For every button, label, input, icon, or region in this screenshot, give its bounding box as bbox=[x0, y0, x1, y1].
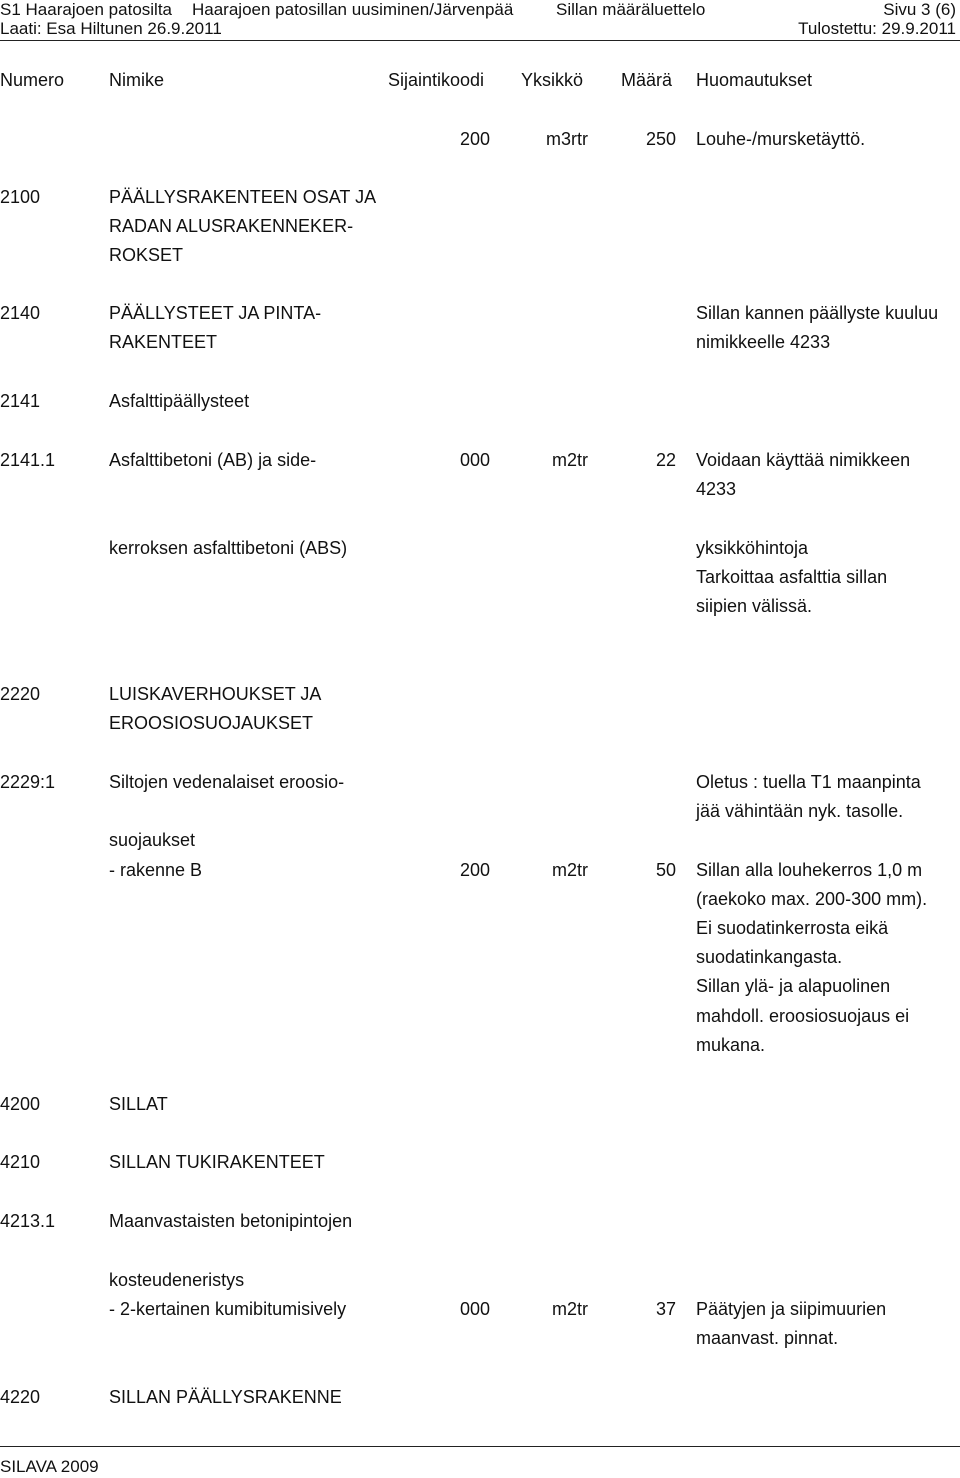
item-title: PÄÄLLYSRAKENTEEN OSAT JA bbox=[109, 187, 377, 207]
row-unit: m2tr bbox=[552, 450, 588, 470]
column-header-sijaintikoodi: Sijaintikoodi bbox=[388, 70, 485, 90]
item-note: Tarkoittaa asfalttia sillan bbox=[696, 567, 888, 587]
item-number: 2141.1 bbox=[0, 450, 56, 470]
row-quantity: 37 bbox=[655, 1299, 676, 1319]
item-note: jää vähintään nyk. tasolle. bbox=[696, 801, 904, 821]
row-quantity: 22 bbox=[655, 450, 676, 470]
item-note: yksikköhintoja bbox=[696, 538, 809, 558]
header-rule bbox=[0, 40, 960, 41]
item-note: Päätyjen ja siipimuurien bbox=[696, 1299, 887, 1319]
page-number: Sivu 3 (6) bbox=[883, 0, 956, 19]
item-note: Sillan ylä- ja alapuolinen bbox=[696, 976, 891, 996]
item-title: kerroksen asfalttibetoni (ABS) bbox=[109, 538, 348, 558]
item-number: 2141 bbox=[0, 391, 41, 411]
item-title: RADAN ALUSRAKENNEKER- bbox=[109, 216, 354, 236]
item-subtitle: - rakenne B bbox=[109, 860, 203, 880]
row-unit: m3rtr bbox=[546, 129, 588, 149]
item-number: 4200 bbox=[0, 1094, 41, 1114]
column-header-yksikko: Yksikkö bbox=[521, 70, 584, 90]
item-number: 2220 bbox=[0, 684, 41, 704]
project-name: S1 Haarajoen patosilta bbox=[0, 0, 173, 19]
item-number: 2229:1 bbox=[0, 772, 56, 792]
item-title: SILLAT bbox=[109, 1094, 168, 1114]
item-number: 4210 bbox=[0, 1152, 41, 1172]
project-subtitle: Haarajoen patosillan uusiminen/Järvenpää bbox=[192, 0, 514, 19]
item-title: Siltojen vedenalaiset eroosio- bbox=[109, 772, 345, 792]
item-title: suojaukset bbox=[109, 830, 196, 850]
item-note: suodatinkangasta. bbox=[696, 947, 843, 967]
author-line: Laati: Esa Hiltunen 26.9.2011 bbox=[0, 19, 222, 38]
column-header-huomautukset: Huomautukset bbox=[696, 70, 813, 90]
item-note: Ei suodatinkerrosta eikä bbox=[696, 918, 889, 938]
column-header-numero: Numero bbox=[0, 70, 65, 90]
item-title: SILLAN PÄÄLLYSRAKENNE bbox=[109, 1387, 342, 1407]
footer-rule bbox=[0, 1446, 960, 1447]
item-subtitle: - 2-kertainen kumibitumisively bbox=[109, 1299, 347, 1319]
item-title: PÄÄLLYSTEET JA PINTA- bbox=[109, 303, 322, 323]
item-note: nimikkeelle 4233 bbox=[696, 332, 831, 352]
item-note: Voidaan käyttää nimikkeen bbox=[696, 450, 911, 470]
item-note: siipien välissä. bbox=[696, 596, 813, 616]
row-code: 200 bbox=[459, 860, 490, 880]
row-unit: m2tr bbox=[552, 1299, 588, 1319]
item-title: ROKSET bbox=[109, 245, 184, 265]
item-title: LUISKAVERHOUKSET JA bbox=[109, 684, 322, 704]
item-note: Oletus : tuella T1 maanpinta bbox=[696, 772, 921, 792]
item-title: RAKENTEET bbox=[109, 332, 218, 352]
item-title: kosteudeneristys bbox=[109, 1270, 245, 1290]
row-unit: m2tr bbox=[552, 860, 588, 880]
item-title: Asfalttipäällysteet bbox=[109, 391, 250, 411]
item-number: 2100 bbox=[0, 187, 41, 207]
row-code: 200 bbox=[459, 129, 490, 149]
row-code: 000 bbox=[459, 1299, 490, 1319]
row-quantity: 50 bbox=[655, 860, 676, 880]
item-note: mahdoll. eroosiosuojaus ei bbox=[696, 1006, 910, 1026]
item-number: 4213.1 bbox=[0, 1211, 56, 1231]
item-note: maanvast. pinnat. bbox=[696, 1328, 839, 1348]
document-type: Sillan määräluettelo bbox=[556, 0, 706, 19]
item-note: mukana. bbox=[696, 1035, 766, 1055]
column-header-maara: Määrä bbox=[621, 70, 673, 90]
item-title: SILLAN TUKIRAKENTEET bbox=[109, 1152, 325, 1172]
item-note: Sillan alla louhekerros 1,0 m bbox=[696, 860, 923, 880]
item-title: Asfalttibetoni (AB) ja side- bbox=[109, 450, 317, 470]
row-code: 000 bbox=[459, 450, 490, 470]
item-number: 4220 bbox=[0, 1387, 41, 1407]
print-date: Tulostettu: 29.9.2011 bbox=[798, 19, 956, 38]
item-note: Sillan kannen päällyste kuuluu bbox=[696, 303, 939, 323]
item-note: 4233 bbox=[696, 479, 737, 499]
item-title: Maanvastaisten betonipintojen bbox=[109, 1211, 353, 1231]
item-note: (raekoko max. 200-300 mm). bbox=[696, 889, 928, 909]
item-title: EROOSIOSUOJAUKSET bbox=[109, 713, 314, 733]
row-quantity: 250 bbox=[645, 129, 676, 149]
item-number: 2140 bbox=[0, 303, 41, 323]
footer-label: SILAVA 2009 bbox=[0, 1457, 99, 1476]
row-note: Louhe-/mursketäyttö. bbox=[696, 129, 866, 149]
column-header-nimike: Nimike bbox=[109, 70, 165, 90]
